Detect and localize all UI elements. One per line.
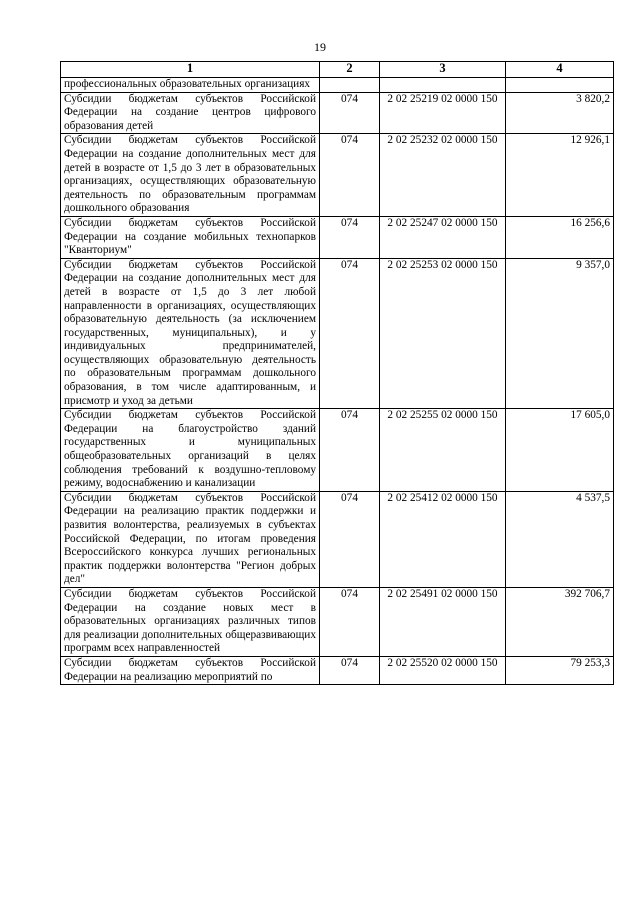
row-admin-code: 074 [320, 409, 380, 492]
row-budget-code: 2 02 25253 02 0000 150 [380, 258, 506, 409]
table-row [61, 656, 614, 684]
row-budget-code: 2 02 25232 02 0000 150 [380, 134, 506, 217]
row-admin-code: 074 [320, 491, 380, 587]
table-row [61, 258, 614, 409]
column-header-4: 4 [506, 62, 614, 78]
table-row [61, 409, 614, 492]
table-row [61, 587, 614, 656]
row-admin-code: 074 [320, 92, 380, 134]
row-admin-code: 074 [320, 134, 380, 217]
row-amount: 12 926,1 [506, 134, 614, 217]
row-budget-code: 2 02 25247 02 0000 150 [380, 216, 506, 258]
row-budget-code: 2 02 25255 02 0000 150 [380, 409, 506, 492]
row-amount: 4 537,5 [506, 491, 614, 587]
table-row [61, 491, 614, 587]
row-amount: 79 253,3 [506, 656, 614, 684]
row-name: профессиональных образовательных организациях [61, 78, 320, 93]
row-name: Субсидии бюджетам субъектов Российской Федерации на создание дополнительных мест для детей в возрасте от 1,5 до 3 лет любой направленности в организациях, осуществляющих образовательную деятельность (за исключением государственных, муниципальных), и у индивидуальных предпринимателей, осуществляющих образовательную деятельность по образовательным программам дошкольного образования, в том числе адаптированным, и присмотр и уход за детьми [61, 258, 320, 409]
row-name: Субсидии бюджетам субъектов Российской Федерации на благоустройство зданий государственных и муниципальных общеобразовательных организаций в целях соблюдения требований к воздушно-тепловому режиму, водоснабжению и канализации [61, 409, 320, 492]
row-budget-code [380, 78, 506, 93]
row-budget-code: 2 02 25491 02 0000 150 [380, 587, 506, 656]
column-header-1: 1 [61, 62, 320, 78]
row-name: Субсидии бюджетам субъектов Российской Федерации на реализацию практик поддержки и развития волонтерства, реализуемых в субъектах Российской Федерации, по итогам проведения Всероссийского конкурса лучших региональных практик поддержки волонтерства "Регион добрых дел" [61, 491, 320, 587]
row-amount: 392 706,7 [506, 587, 614, 656]
column-header-3: 3 [380, 62, 506, 78]
row-amount: 3 820,2 [506, 92, 614, 134]
row-amount [506, 78, 614, 93]
row-name: Субсидии бюджетам субъектов Российской Федерации на создание мобильных технопарков "Кванториум" [61, 216, 320, 258]
row-admin-code: 074 [320, 216, 380, 258]
row-admin-code: 074 [320, 656, 380, 684]
table-row [61, 92, 614, 134]
table-header-row [61, 62, 614, 78]
row-amount: 17 605,0 [506, 409, 614, 492]
page-number: 19 [314, 40, 326, 54]
table-row [61, 78, 614, 93]
budget-table [60, 61, 614, 685]
row-amount: 9 357,0 [506, 258, 614, 409]
row-admin-code: 074 [320, 587, 380, 656]
table-row [61, 216, 614, 258]
table-row [61, 134, 614, 217]
row-name: Субсидии бюджетам субъектов Российской Федерации на создание дополнительных мест для детей в возрасте от 1,5 до 3 лет в образовательных организациях, осуществляющих образовательную деятельность по образовательным программам дошкольного образования [61, 134, 320, 217]
row-name: Субсидии бюджетам субъектов Российской Федерации на реализацию мероприятий по [61, 656, 320, 684]
column-header-2: 2 [320, 62, 380, 78]
row-budget-code: 2 02 25412 02 0000 150 [380, 491, 506, 587]
row-budget-code: 2 02 25219 02 0000 150 [380, 92, 506, 134]
row-admin-code: 074 [320, 258, 380, 409]
row-admin-code [320, 78, 380, 93]
row-budget-code: 2 02 25520 02 0000 150 [380, 656, 506, 684]
row-name: Субсидии бюджетам субъектов Российской Федерации на создание новых мест в образовательных организациях различных типов для реализации дополнительных общеразвивающих программ всех направленностей [61, 587, 320, 656]
row-amount: 16 256,6 [506, 216, 614, 258]
row-name: Субсидии бюджетам субъектов Российской Федерации на создание центров цифрового образования детей [61, 92, 320, 134]
